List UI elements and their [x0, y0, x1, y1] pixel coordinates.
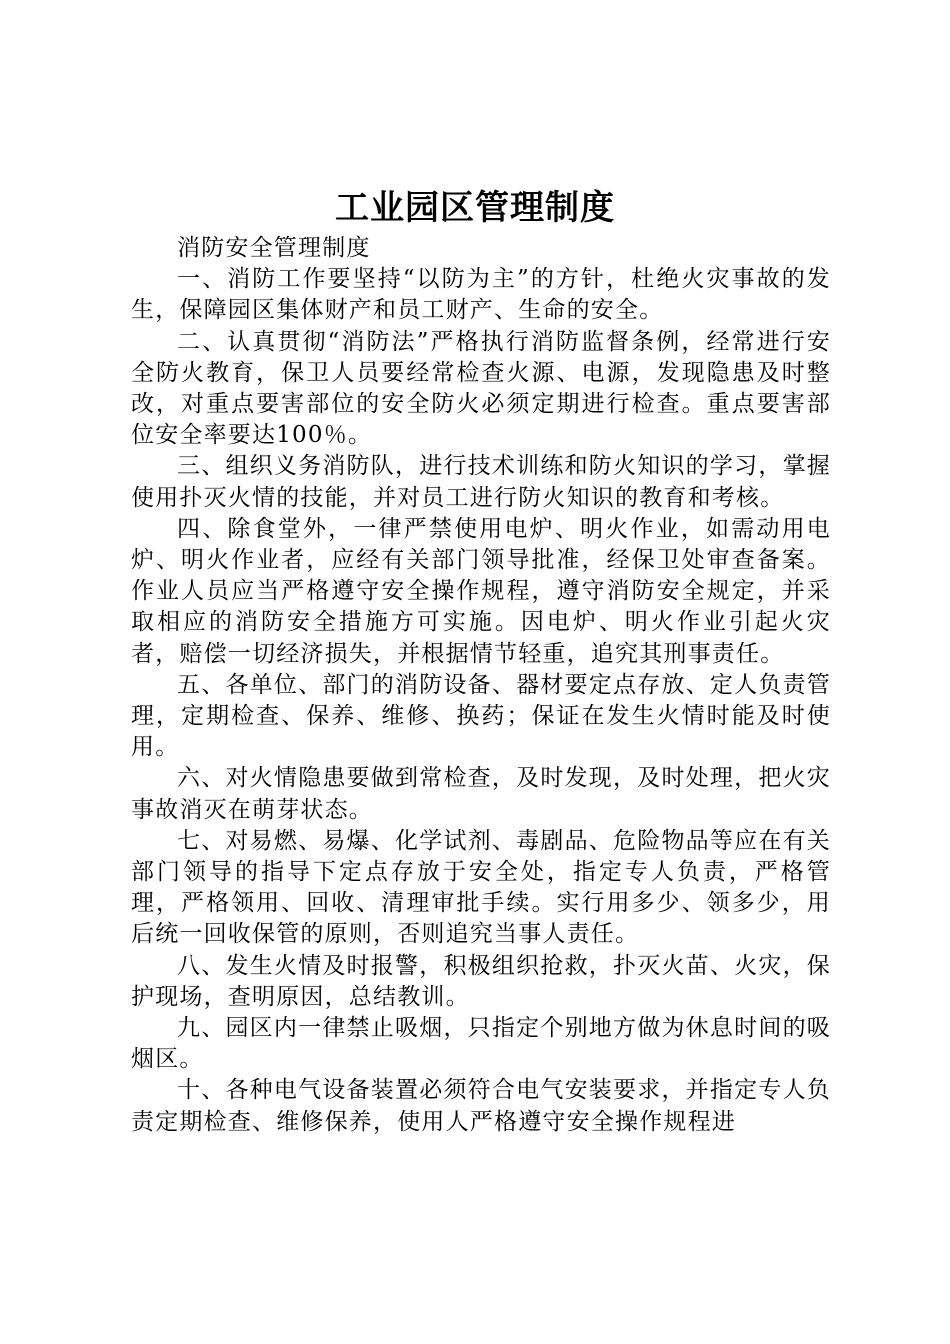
document-title: 工业园区管理制度: [335, 188, 615, 228]
paragraph-1: 一、消防工作要坚持“以防为主”的方针，杜绝火灾事故的发生，保障园区集体财产和员工财产、生命的安全。: [131, 266, 831, 324]
paragraph-4: 四、除食堂外，一律严禁使用电炉、明火作业，如需动用电炉、明火作业者，应经有关部门领导批准，经保卫处审查备案。作业人员应当严格遵守安全操作规程，遵守消防安全规定，并采取相应的消防安全措施方可实施。因电炉、明火作业引起火灾者，赔偿一切经济损失，并根据情节轻重，追究其刑事责任。: [131, 515, 831, 667]
paragraph-10: 十、各种电气设备装置必须符合电气安装要求，并指定专人负责定期检查、维修保养，使用人严格遵守安全操作规程进: [131, 1077, 831, 1135]
paragraph-3: 三、组织义务消防队，进行技术训练和防火知识的学习，掌握使用扑灭火情的技能，并对员工进行防火知识的教育和考核。: [131, 453, 831, 511]
paragraph-8: 八、发生火情及时报警，积极组织抢救，扑灭火苗、火灾，保护现场，查明原因，总结教训。: [131, 952, 831, 1010]
paragraph-2: 二、认真贯彻“消防法”严格执行消防监督条例，经常进行安全防火教育，保卫人员要经常检查火源、电源，发现隐患及时整改，对重点要害部位的安全防火必须定期进行检查。重点要害部位安全率要达100％。: [131, 328, 831, 449]
paragraph-9: 九、园区内一律禁止吸烟，只指定个别地方做为休息时间的吸烟区。: [131, 1015, 831, 1073]
paragraph-6: 六、对火情隐患要做到常检查，及时发现，及时处理，把火灾事故消灭在萌芽状态。: [131, 765, 831, 823]
section-heading: 消防安全管理制度: [177, 235, 371, 261]
document-body: [131, 233, 831, 1138]
paragraph-5: 五、各单位、部门的消防设备、器材要定点存放、定人负责管理，定期检查、保养、维修、换药；保证在发生火情时能及时使用。: [131, 671, 831, 761]
paragraph-7: 七、对易燃、易爆、化学试剂、毒剧品、危险物品等应在有关部门领导的指导下定点存放于安全处，指定专人负责，严格管理，严格领用、回收、清理审批手续。实行用多少、领多少，用后统一回收保管的原则，否则追究当事人责任。: [131, 827, 831, 948]
